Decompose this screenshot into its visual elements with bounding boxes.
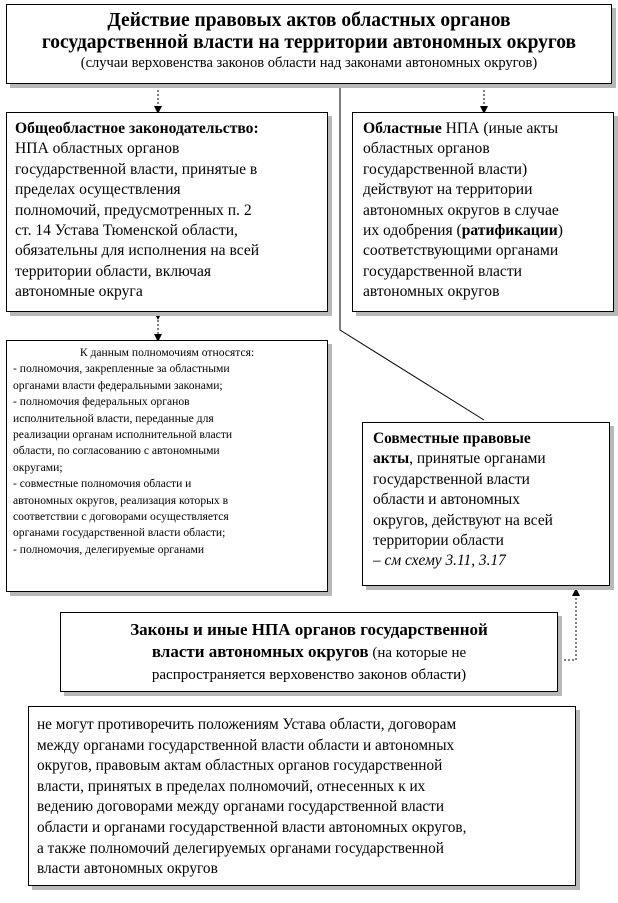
- okrug-acts-line: распространяется верховенство законов области): [151, 667, 467, 683]
- regional-acts-line: автономных округов в случае: [363, 201, 559, 219]
- powers-line: - полномочия, делегируемые органами: [13, 542, 205, 556]
- okrug-acts-bold: власти автономных округов: [151, 642, 369, 661]
- general-legislation-line: ст. 14 Устава Тюменской области,: [15, 222, 238, 240]
- general-legislation-heading: Общеобластное законодательство:: [15, 120, 259, 137]
- general-legislation-line: государственной власти, принятые в: [15, 160, 258, 178]
- joint-acts-box: [362, 422, 610, 586]
- okrug-acts-text: (на которые не: [368, 645, 467, 661]
- restrictions-line: власти, принятых в пределах полномочий, отнесенных к их: [37, 777, 426, 795]
- general-legislation-line: НПА областных органов: [15, 140, 180, 158]
- joint-acts-bold: акты: [373, 450, 410, 468]
- joint-acts-line: [373, 449, 603, 469]
- powers-line: - полномочия федеральных органов: [13, 395, 190, 409]
- restrictions-box: [28, 706, 576, 886]
- regional-acts-line: государственной власти: [363, 262, 522, 280]
- main-title-line2: государственной власти на территории автономных округов: [41, 32, 577, 53]
- regional-acts-line: соответствующими органами: [363, 242, 559, 260]
- restrictions-line: не могут противоречить положениям Устава области, договорам: [37, 716, 457, 733]
- arrow-ao-to-joint: [560, 592, 576, 660]
- joint-acts-line: округов, действуют на всей: [373, 511, 553, 529]
- general-legislation-line: территории области, включая: [15, 262, 212, 280]
- powers-list-box: [6, 340, 328, 592]
- regional-acts-line: [363, 119, 607, 139]
- regional-acts-bold: Областные: [363, 120, 442, 137]
- main-subtitle: (случаи верховенства законов области над законами автономных округов): [80, 55, 538, 71]
- main-title-line1: Действие правовых актов областных органов: [107, 10, 511, 31]
- general-legislation-line: пределах осуществления: [15, 181, 181, 199]
- powers-line: органами власти федеральными законами;: [13, 378, 223, 392]
- regional-acts-line: государственной власти): [363, 160, 528, 178]
- main-title-box: [6, 4, 612, 84]
- joint-acts-line: области и автономных: [373, 491, 520, 509]
- powers-line: - совместные полномочия области и: [13, 477, 192, 491]
- powers-line: органами государственной власти области;: [13, 526, 226, 540]
- ratification-word: ратификации: [461, 222, 558, 240]
- okrug-acts-title: Законы и иные НПА органов государственной: [130, 620, 488, 639]
- restrictions-line: области и органами государственной власти автономных округов,: [37, 818, 467, 836]
- general-legislation-line: автономные округа: [15, 283, 143, 301]
- regional-acts-box: [352, 112, 614, 312]
- powers-line: исполнительной власти, переданные для: [13, 411, 214, 425]
- scheme-reference: – см схему 3.11, 3.17: [373, 552, 506, 570]
- joint-acts-text: , принятые органами: [409, 450, 546, 468]
- powers-line: соответствии с договорами осуществляется: [13, 510, 229, 524]
- powers-line: реализации органам исполнительной власти: [13, 428, 233, 442]
- powers-heading: К данным полномочиям относятся:: [79, 346, 255, 359]
- regional-acts-line: [363, 221, 607, 241]
- joint-acts-line: территории области: [373, 532, 504, 550]
- general-legislation-box: [6, 112, 328, 312]
- joint-acts-heading: Совместные правовые: [373, 430, 531, 447]
- ratification-post: ): [557, 222, 563, 240]
- regional-acts-text: НПА (иные акты: [441, 120, 559, 137]
- okrug-acts-box: [60, 612, 558, 692]
- ratification-pre: их одобрения (: [363, 222, 462, 240]
- general-legislation-line: полномочий, предусмотренных п. 2: [15, 201, 252, 219]
- powers-line: округами;: [13, 460, 63, 474]
- restrictions-line: власти автономных округов: [37, 860, 218, 878]
- restrictions-line: ведению договорами между органами государственной власти: [37, 798, 445, 816]
- regional-acts-line: автономных округов: [363, 283, 500, 301]
- powers-line: - полномочия, закрепленные за областными: [13, 362, 230, 376]
- okrug-acts-line: [61, 641, 557, 664]
- restrictions-line: округов, правовым актам областных органов государственной: [37, 757, 443, 775]
- restrictions-line: между органами государственной власти области и автономных: [37, 736, 455, 754]
- powers-line: автономных округов, реализация которых в: [13, 493, 229, 507]
- regional-acts-line: областных органов: [363, 140, 490, 158]
- restrictions-line: а также полномочий делегируемых органами государственной: [37, 839, 444, 857]
- regional-acts-line: действуют на территории: [363, 181, 533, 199]
- powers-line: области, по согласованию с автономными: [13, 444, 220, 458]
- joint-acts-line: государственной власти: [373, 470, 530, 488]
- general-legislation-line: обязательны для исполнения на всей: [15, 242, 260, 260]
